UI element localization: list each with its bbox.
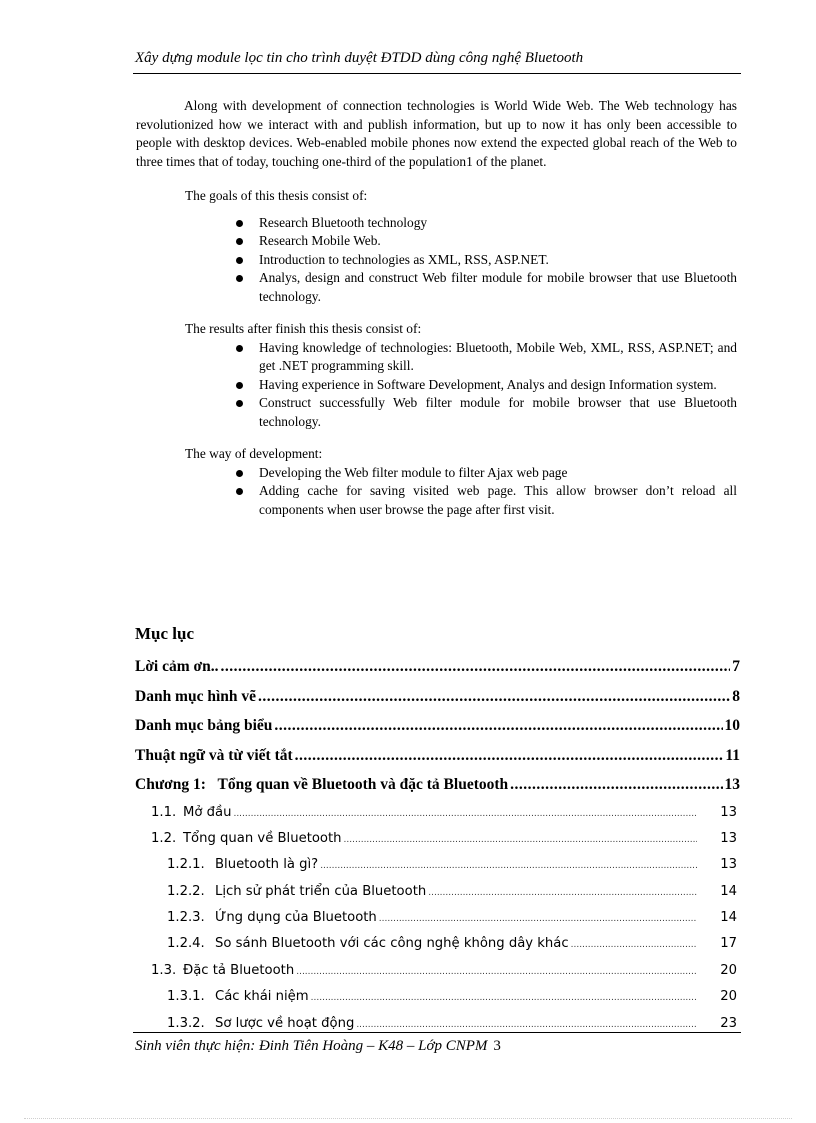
toc-entry-number: 1.3.1. — [167, 989, 205, 1005]
toc-entry-1-2-4[interactable] — [135, 931, 740, 957]
results-intro: The results after finish this thesis consist of: — [185, 321, 422, 336]
toc-dot-leader — [311, 985, 697, 1010]
toc-title: Mục lục — [135, 624, 195, 643]
development-intro: The way of development: — [185, 446, 323, 461]
abstract — [136, 97, 737, 519]
toc-dot-leader — [295, 741, 724, 771]
list-item: Having experience in Software Development, Analys and design Information system. — [234, 376, 737, 395]
toc-entry-1-3-1[interactable] — [135, 984, 740, 1010]
list-item: Analys, design and construct Web filter module for mobile browser that use Bluetooth technology. — [234, 269, 737, 306]
page-footer — [135, 1038, 501, 1055]
list-item: Adding cache for saving visited web page. This allow browser don’t reload all components when user browse the page after first visit. — [234, 482, 737, 519]
toc-entry-thuat-ngu[interactable] — [135, 741, 740, 771]
toc-dot-leader — [379, 906, 697, 931]
toc-entry-page: 14 — [720, 883, 737, 899]
toc-entry-number: 1.2. — [151, 830, 177, 846]
toc-entry-page: 20 — [720, 989, 737, 1005]
toc-dot-leader — [356, 1012, 697, 1037]
toc-entry-title: Ứng dụng của Bluetooth — [215, 910, 377, 926]
toc-entry-title: Lời cảm ơn.. — [135, 658, 219, 675]
footer-author: Sinh viên thực hiện: Đinh Tiên Hoàng – K48 – Lớp CNPM — [135, 1038, 488, 1054]
toc-dot-leader — [258, 682, 730, 712]
toc-entry-loi-cam-on[interactable] — [135, 652, 740, 682]
toc-entry-title: Danh mục hình vẽ — [135, 687, 257, 705]
toc-entry-number: 1.2.1. — [167, 857, 205, 873]
page-edge — [24, 1118, 792, 1119]
toc-entry-1-2-1[interactable] — [135, 852, 740, 878]
toc-entry-number: 1.1. — [151, 804, 177, 820]
results-list — [136, 339, 737, 432]
development-list — [136, 464, 737, 520]
toc-entry-chapter-1[interactable] — [135, 770, 740, 800]
toc-entry-page: 10 — [724, 717, 740, 734]
toc-entry-number: 1.2.4. — [167, 936, 205, 952]
toc-entry-danh-muc-hinh-ve[interactable] — [135, 682, 740, 712]
toc-entry-number: 1.2.2. — [167, 883, 205, 899]
toc-entry-page: 13 — [720, 804, 737, 820]
toc-dot-leader — [274, 711, 722, 741]
list-item: Developing the Web filter module to filter Ajax web page — [234, 464, 737, 483]
toc-entry-1-1[interactable] — [135, 800, 740, 826]
toc-entry-page: 8 — [732, 687, 740, 705]
toc-entry-title: Tổng quan về Bluetooth và đặc tả Bluetooth — [217, 776, 509, 793]
toc-entry-page: 17 — [720, 936, 737, 952]
toc-entry-number: Chương 1: — [135, 776, 206, 793]
toc-entry-page: 14 — [720, 910, 737, 926]
page-number: 3 — [493, 1038, 501, 1054]
toc-entry-page: 13 — [724, 776, 740, 793]
toc-entry-title: Bluetooth là gì? — [215, 857, 319, 873]
goals-list — [136, 214, 737, 307]
toc-entry-page: 13 — [720, 857, 737, 873]
toc-entry-1-2-2[interactable] — [135, 879, 740, 905]
toc-dot-leader — [220, 652, 730, 682]
toc-entry-title: Danh mục bảng biểu — [135, 717, 273, 734]
toc-dot-leader — [296, 959, 697, 984]
footer-divider — [133, 1032, 741, 1033]
toc-entry-page: 23 — [720, 1015, 737, 1031]
toc-entry-number: 1.3.2. — [167, 1015, 205, 1031]
list-item: Construct successfully Web filter module for mobile browser that use Bluetooth technology. — [234, 394, 737, 431]
toc-dot-leader — [233, 801, 697, 826]
list-item: Having knowledge of technologies: Bluetooth, Mobile Web, XML, RSS, ASP.NET; and get .NET programming skill. — [234, 339, 737, 376]
list-item: Research Bluetooth technology — [234, 214, 737, 233]
toc-entry-title: Thuật ngữ và từ viết tắt — [135, 746, 293, 764]
header-divider — [133, 73, 741, 74]
list-item: Research Mobile Web. — [234, 232, 737, 251]
toc-entry-page: 13 — [720, 830, 737, 846]
toc-entry-title: Sơ lược về hoạt động — [215, 1015, 355, 1031]
toc-entry-title: Tổng quan về Bluetooth — [183, 830, 342, 846]
toc-dot-leader — [344, 827, 697, 852]
toc-entry-number: 1.2.3. — [167, 910, 205, 926]
toc-entry-number: 1.3. — [151, 962, 177, 978]
toc-dot-leader — [428, 880, 697, 905]
toc-entry-title: Đặc tả Bluetooth — [183, 962, 295, 978]
toc-entry-1-3[interactable] — [135, 958, 740, 984]
toc-dot-leader — [320, 853, 697, 878]
goals-intro: The goals of this thesis consist of: — [185, 188, 368, 203]
toc-entry-1-2[interactable] — [135, 826, 740, 852]
toc-entry-page: 11 — [725, 746, 740, 764]
toc-entry-title: Lịch sử phát triển của Bluetooth — [215, 883, 427, 899]
toc-entry-1-2-3[interactable] — [135, 905, 740, 931]
toc-entry-title: So sánh Bluetooth với các công nghệ không dây khác — [215, 936, 569, 952]
toc-entry-page: 7 — [732, 658, 740, 675]
toc-entry-1-3-2[interactable] — [135, 1011, 740, 1037]
list-item: Introduction to technologies as XML, RSS, ASP.NET. — [234, 251, 737, 270]
toc-entry-page: 20 — [720, 962, 737, 978]
toc-entry-danh-muc-bang-bieu[interactable] — [135, 711, 740, 741]
page-header-title: Xây dựng module lọc tin cho trình duyệt ĐTDD dùng công nghệ Bluetooth — [135, 50, 584, 66]
abstract-intro-paragraph: Along with development of connection technologies is World Wide Web. The Web technology has revolutionized how we interact with and publish information, but up to now it has only been accessible to people with desktop devices. Web-enabled mobile phones now extend the expected global reach of the Web to three times that of today, touching one-third of the population1 of the planet. — [136, 98, 737, 169]
toc-dot-leader — [571, 932, 697, 957]
toc-entry-title: Các khái niệm — [215, 989, 309, 1005]
toc-entry-title: Mở đầu — [183, 804, 232, 820]
toc-dot-leader — [510, 770, 722, 800]
table-of-contents — [135, 652, 740, 1037]
